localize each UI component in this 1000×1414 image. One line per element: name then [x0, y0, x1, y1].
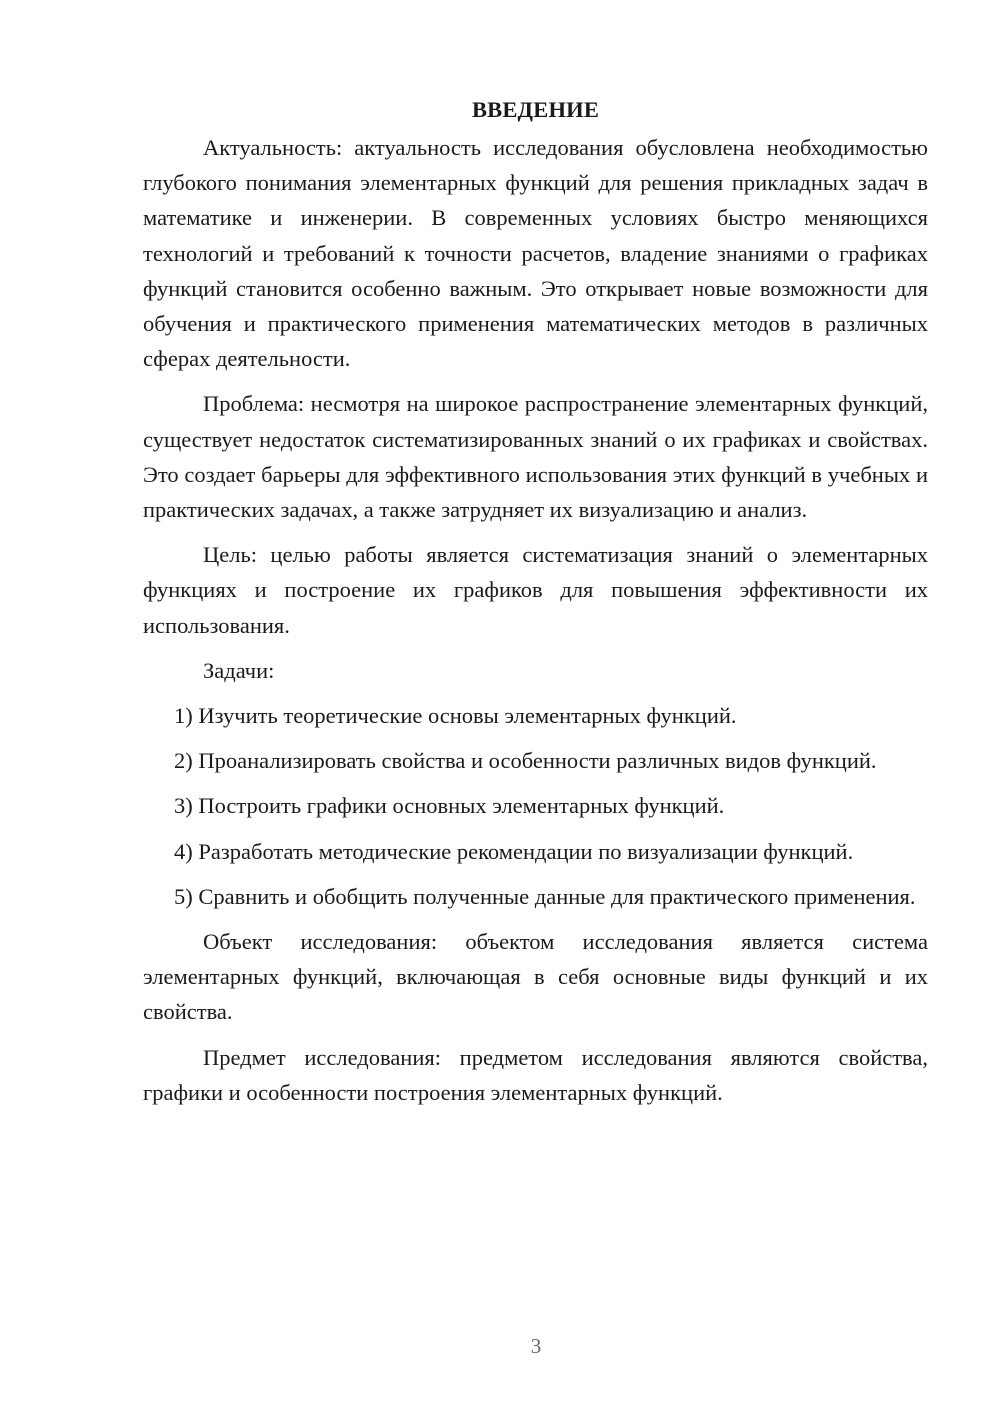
goal-paragraph: Цель: целью работы является систематизация знаний о элементарных функциях и построение их графиков для повышения эффективности их использования. [143, 542, 928, 638]
page-number: 3 [530, 1334, 542, 1358]
subject-paragraph: Предмет исследования: предметом исследования являются свойства, графики и особенности построения элементарных функций. [143, 1044, 928, 1105]
page-title: ВВЕДЕНИЕ [471, 97, 600, 122]
task-item-4: 4) Разработать методические рекомендации по визуализации функций. [174, 838, 854, 864]
task-item-3: 3) Построить графики основных элементарных функций. [174, 793, 725, 819]
task-item-5: 5) Сравнить и обобщить полученные данные для практического применения. [174, 883, 916, 909]
object-paragraph: Объект исследования: объектом исследования является система элементарных функций, включающая в себя основные виды функций и их свойства. [143, 929, 928, 1025]
task-item-2: 2) Проанализировать свойства и особенности различных видов функций. [174, 748, 877, 774]
tasks-label: Задачи: [203, 657, 275, 683]
problem-paragraph: Проблема: несмотря на широкое распространение элементарных функций, существует недостаток систематизированных знаний о их графиках и свойствах. Это создает барьеры для эффективного использования этих функций в учебных и практических задачах, а также затрудняет их визуализацию и анализ. [143, 391, 928, 523]
task-item-1: 1) Изучить теоретические основы элементарных функций. [174, 703, 737, 729]
relevance-paragraph: Актуальность: актуальность исследования обусловлена необходимостью глубокого понимания элементарных функций для решения прикладных задач в математике и инженерии. В современных условиях быстро меняющихся технологий и требований к точности расчетов, владение знаниями о графиках функций становится особенно важным. Это открывает новые возможности для обучения и практического применения математических методов в различных сферах деятельности. [143, 135, 928, 372]
document-page [143, 92, 928, 1120]
